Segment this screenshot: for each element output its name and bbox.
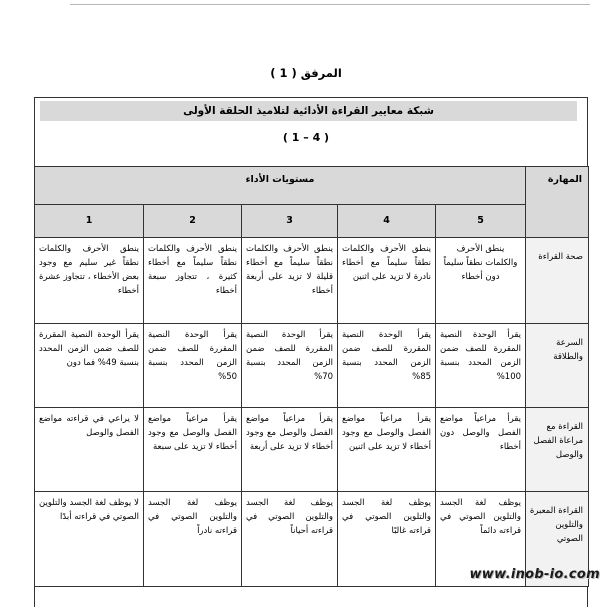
level-numbers-row	[35, 205, 589, 238]
criteria-cell: ينطق الأحرف والكلمات نطقاً سليماً دون أخطاء	[436, 238, 526, 324]
annex-title: المرفق ( 1 )	[270, 66, 342, 80]
skill-cell: القراءة مع مراعاة الفصل والوصل	[526, 408, 589, 492]
criteria-cell: ينطق الأحرف والكلمات نطقاً سليماً مع أخطاء كثيرة ، تتجاوز سبعة أخطاء	[144, 238, 242, 324]
level-2-header: 2	[144, 205, 242, 238]
criteria-cell: يوظف لغة الجسد والتلوين الصوتي في قراءته غالبًا	[338, 492, 436, 587]
criteria-cell: ينطق الأحرف والكلمات نطقاً غير سليم مع وجود بعض الأخطاء ، تتجاوز عشرة أخطاء	[35, 238, 144, 324]
level-4-header: 4	[338, 205, 436, 238]
criteria-cell: يقرأ الوحدة النصية المقررة للصف ضمن الزمن المحدد بنسبة 50%	[144, 324, 242, 408]
criteria-cell: يقرأ الوحدة النصية المقررة للصف ضمن الزمن المحدد بنسبة 70%	[242, 324, 338, 408]
criteria-cell: يقرأ مراعياً مواضع الفصل والوصل مع وجود أخطاء لا تزيد على سبعة	[144, 408, 242, 492]
criteria-cell: يقرأ الوحدة النصية المقررة للصف ضمن الزمن المحدد بنسبة 49% فما دون	[35, 324, 144, 408]
top-rule	[70, 4, 590, 5]
level-1-header: 1	[35, 205, 144, 238]
performance-levels-header: مستويات الأداء	[35, 167, 526, 205]
skill-cell: السرعة والطلاقة	[526, 324, 589, 408]
criteria-cell: يقرأ مراعياً مواضع الفصل والوصل مع وجود أخطاء لا تزيد على أربعة	[242, 408, 338, 492]
criteria-table	[34, 166, 589, 587]
grade-range: ( 1 – 4 )	[282, 131, 330, 144]
criteria-cell: ينطق الأحرف والكلمات نطقاً سليماً مع أخطاء قليلة لا تزيد على أربعة أخطاء	[242, 238, 338, 324]
criteria-cell: لا يوظف لغة الجسد والتلوين الصوتي في قراءته أبدًا	[35, 492, 144, 587]
criteria-cell: لا يراعي في قراءته مواضع الفصل والوصل	[35, 408, 144, 492]
criteria-cell: يوظف لغة الجسد والتلوين الصوتي في قراءته دائماً	[436, 492, 526, 587]
level-3-header: 3	[242, 205, 338, 238]
table-title: شبكة معايير القراءة الأدائية لتلاميذ الحلقة الأولى	[40, 101, 577, 121]
table-row	[35, 238, 589, 324]
criteria-cell: ينطق الأحرف والكلمات نطقاً سليماً مع أخطاء نادرة لا تزيد على اثنين	[338, 238, 436, 324]
level-5-header: 5	[436, 205, 526, 238]
criteria-cell: يوظف لغة الجسد والتلوين الصوتي في قراءته نادراً	[144, 492, 242, 587]
skill-cell: صحة القراءة	[526, 238, 589, 324]
criteria-cell: يقرأ الوحدة النصية المقررة للصف ضمن الزمن المحدد بنسبة 100%	[436, 324, 526, 408]
criteria-cell: يقرأ مراعياً مواضع الفصل والوصل دون أخطاء	[436, 408, 526, 492]
criteria-cell: يقرأ الوحدة النصية المقررة للصف ضمن الزمن المحدد بنسبة 85%	[338, 324, 436, 408]
criteria-cell: يقرأ مراعياً مواضع الفصل والوصل مع وجود أخطاء لا تزيد على اثنين	[338, 408, 436, 492]
skill-cell: القراءة المعبرة والتلوين الصوتي	[526, 492, 589, 587]
table-row	[35, 324, 589, 408]
header-row	[35, 167, 589, 205]
site-watermark: www.inob-io.com	[469, 567, 600, 582]
skill-header: المهارة	[526, 167, 589, 238]
criteria-cell: يوظف لغة الجسد والتلوين الصوتي في قراءته أحياناً	[242, 492, 338, 587]
table-row	[35, 408, 589, 492]
